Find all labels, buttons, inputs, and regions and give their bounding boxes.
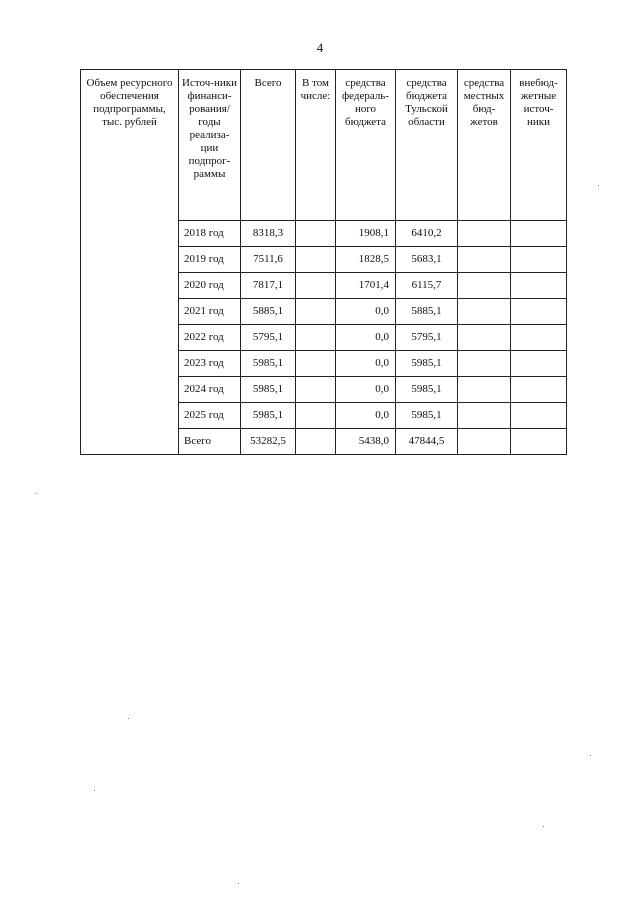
local-cell [458, 299, 511, 325]
including-cell [296, 429, 336, 455]
local-cell [458, 247, 511, 273]
total-cell: 5985,1 [241, 351, 296, 377]
scan-speck [238, 883, 239, 884]
header-sources: Источ-ники финанси-рования/ годы реализа-ции подпрог-раммы [179, 70, 241, 221]
extrabudget-cell [511, 377, 567, 403]
total-cell: 5985,1 [241, 377, 296, 403]
extrabudget-cell [511, 273, 567, 299]
local-cell [458, 403, 511, 429]
including-cell [296, 377, 336, 403]
scan-speck [543, 826, 544, 827]
total-cell: 7817,1 [241, 273, 296, 299]
total-cell: 53282,5 [241, 429, 296, 455]
extrabudget-cell [511, 351, 567, 377]
extrabudget-cell [511, 221, 567, 247]
regional-cell: 5683,1 [396, 247, 458, 273]
including-cell [296, 247, 336, 273]
scan-speck [598, 185, 599, 186]
year-cell: 2020 год [179, 273, 241, 299]
federal-cell: 1908,1 [336, 221, 396, 247]
total-cell: 5795,1 [241, 325, 296, 351]
total-cell: 7511,6 [241, 247, 296, 273]
header-federal: средства федераль-ного бюджета [336, 70, 396, 221]
total-cell: 8318,3 [241, 221, 296, 247]
page-number: 4 [316, 40, 324, 55]
federal-cell: 1828,5 [336, 247, 396, 273]
regional-cell: 5985,1 [396, 403, 458, 429]
resource-table [80, 69, 567, 455]
regional-cell: 5795,1 [396, 325, 458, 351]
including-cell [296, 403, 336, 429]
scan-speck [36, 493, 37, 494]
year-cell: 2025 год [179, 403, 241, 429]
header-local: средства местных бюд-жетов [458, 70, 511, 221]
local-cell [458, 221, 511, 247]
federal-cell: 0,0 [336, 351, 396, 377]
federal-cell: 0,0 [336, 403, 396, 429]
including-cell [296, 299, 336, 325]
resource-label-cell: Объем ресурсного обеспечения подпрограммы, тыс. рублей [81, 70, 179, 455]
local-cell [458, 429, 511, 455]
extrabudget-cell [511, 429, 567, 455]
total-cell: 5985,1 [241, 403, 296, 429]
year-cell: 2019 год [179, 247, 241, 273]
header-regional: средства бюджета Тульской области [396, 70, 458, 221]
including-cell [296, 325, 336, 351]
regional-cell: 5985,1 [396, 351, 458, 377]
scan-speck [590, 755, 591, 756]
federal-cell: 0,0 [336, 377, 396, 403]
regional-cell: 5885,1 [396, 299, 458, 325]
year-cell: 2018 год [179, 221, 241, 247]
year-cell: 2024 год [179, 377, 241, 403]
federal-cell: 5438,0 [336, 429, 396, 455]
header-row [81, 70, 567, 221]
year-cell: 2021 год [179, 299, 241, 325]
year-cell: 2023 год [179, 351, 241, 377]
regional-cell: 6410,2 [396, 221, 458, 247]
including-cell [296, 351, 336, 377]
scan-speck [94, 790, 95, 791]
header-including: В том числе: [296, 70, 336, 221]
local-cell [458, 351, 511, 377]
local-cell [458, 377, 511, 403]
regional-cell: 47844,5 [396, 429, 458, 455]
federal-cell: 0,0 [336, 325, 396, 351]
extrabudget-cell [511, 299, 567, 325]
extrabudget-cell [511, 247, 567, 273]
local-cell [458, 273, 511, 299]
regional-cell: 5985,1 [396, 377, 458, 403]
extrabudget-cell [511, 325, 567, 351]
header-total: Всего [241, 70, 296, 221]
total-cell: 5885,1 [241, 299, 296, 325]
year-cell: 2022 год [179, 325, 241, 351]
including-cell [296, 221, 336, 247]
scan-speck [128, 718, 129, 719]
header-extrabudget: внебюд-жетные источ-ники [511, 70, 567, 221]
local-cell [458, 325, 511, 351]
regional-cell: 6115,7 [396, 273, 458, 299]
including-cell [296, 273, 336, 299]
year-cell: Всего [179, 429, 241, 455]
federal-cell: 0,0 [336, 299, 396, 325]
extrabudget-cell [511, 403, 567, 429]
federal-cell: 1701,4 [336, 273, 396, 299]
